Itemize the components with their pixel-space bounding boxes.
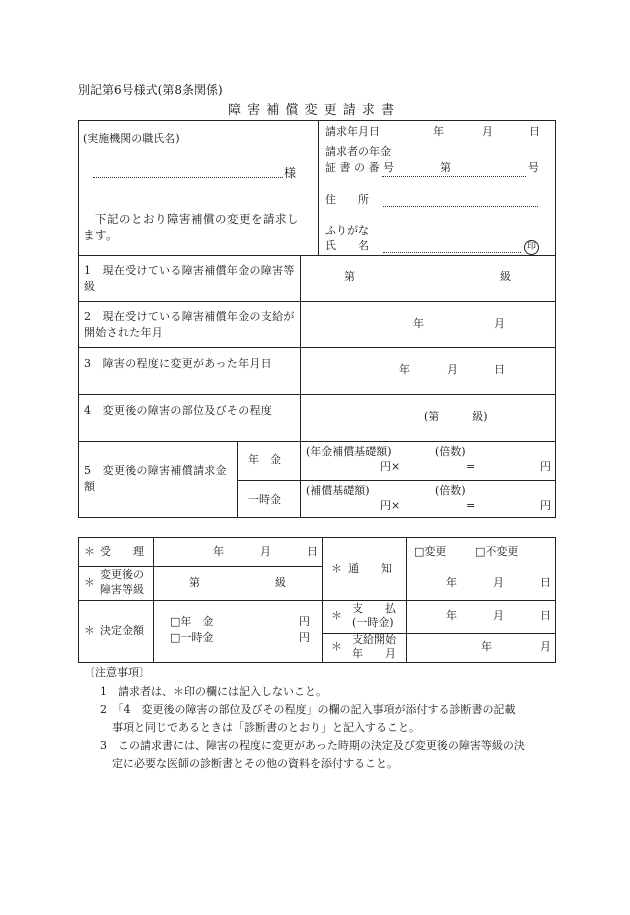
lump-times-label: (倍数)	[435, 484, 466, 497]
item3-label: 3 障害の程度に変更があった年月日	[84, 357, 272, 370]
start-star: ＊	[331, 640, 342, 653]
pension-yen: 円	[540, 460, 551, 473]
notice-year: 年	[446, 576, 457, 589]
name-label: 氏 名	[325, 239, 369, 252]
decision-lump-yen: 円	[299, 631, 310, 644]
decision-lump-checkbox[interactable]: □一時金	[170, 631, 214, 644]
item1-dai: 第	[344, 270, 355, 283]
item4-grade: (第 級)	[424, 410, 488, 423]
grade-star: ＊	[84, 576, 95, 589]
item2-label: 2 現在受けている障害補償年金の支給が開始された年月	[84, 310, 295, 339]
pension-times-label: (倍数)	[435, 445, 466, 458]
note-3-continued: 定に必要な医師の診断書とその他の資料を添付すること。	[112, 757, 398, 770]
pension-cert-gou: 号	[528, 161, 539, 174]
seal-mark: 印	[524, 240, 539, 255]
item3-month: 月	[447, 363, 458, 376]
payment-label: 支 払	[352, 602, 396, 615]
item5-lump-label: 一時金	[248, 493, 281, 506]
decision-star: ＊	[84, 624, 95, 637]
note-2: 2 「4 変更後の障害の部位及びその程度」の欄の記入事項が添付する診断書の記載	[100, 703, 516, 716]
note-3: 3 この請求書には、障害の程度に変更があった時期の決定及び変更後の障害等級の決	[100, 739, 525, 752]
furigana-label: ふりがな	[325, 224, 369, 237]
name-line[interactable]	[383, 252, 521, 253]
item2-year: 年	[413, 317, 424, 330]
notice-day: 日	[540, 576, 551, 589]
lump-base-label: (補償基礎額)	[306, 484, 370, 497]
receipt-day: 日	[307, 545, 318, 558]
notice-month: 月	[493, 576, 504, 589]
note-1: 1 請求者は、＊印の欄には記入しないこと。	[100, 685, 327, 698]
payment-star: ＊	[331, 609, 342, 622]
payment-start-label: 支給開始	[352, 633, 396, 646]
payment-month: 月	[493, 609, 504, 622]
notes-heading: 〔注意事項〕	[84, 666, 150, 679]
notice-star: ＊	[331, 562, 342, 575]
receipt-label: 受 理	[100, 545, 144, 558]
item5-label: 5 変更後の障害補償請求金額	[84, 464, 227, 493]
sama-label: 様	[284, 166, 297, 180]
item3-year: 年	[399, 363, 410, 376]
new-grade-kyu: 級	[275, 576, 286, 589]
item1-label: 1 現在受けている障害補償年金の障害等級	[84, 264, 295, 293]
item5-pension-label: 年 金	[248, 453, 281, 466]
pension-cert-number-line[interactable]	[382, 176, 526, 177]
institution-label: (実施機関の職氏名)	[83, 132, 180, 145]
item3-day: 日	[494, 363, 505, 376]
receipt-year: 年	[213, 545, 224, 558]
address-label: 住 所	[325, 193, 369, 206]
lump-yen-x: 円×	[380, 499, 401, 512]
new-grade-label-2: 障害等級	[100, 583, 144, 596]
pension-cert-label-2: 証 書 の 番 号	[325, 161, 394, 174]
receipt-month: 月	[260, 545, 271, 558]
item2-month: 月	[494, 317, 505, 330]
payment-label-2: (一時金)	[352, 616, 394, 629]
note-2-continued: 事項と同じであるときは「診断書のとおり」と記入すること。	[112, 721, 420, 734]
pension-yen-x: 円×	[380, 460, 401, 473]
not-changed-checkbox[interactable]: □不変更	[475, 545, 519, 558]
decision-pension-checkbox[interactable]: □年 金	[170, 615, 214, 628]
new-grade-dai: 第	[189, 576, 200, 589]
pension-base-label: (年金補償基礎額)	[306, 445, 392, 458]
pension-cert-label: 請求者の年金	[325, 145, 391, 158]
start-year: 年	[481, 640, 492, 653]
notice-label: 通 知	[348, 562, 392, 575]
start-month: 月	[540, 640, 551, 653]
pension-equals: =	[466, 460, 476, 473]
pension-cert-dai: 第	[440, 161, 451, 174]
request-date-label: 請求年月日	[325, 125, 380, 138]
payment-start-label-2: 年 月	[352, 647, 396, 660]
item4-label: 4 変更後の障害の部位及びその程度	[84, 404, 273, 417]
changed-checkbox[interactable]: □変更	[414, 545, 447, 558]
request-date-month: 月	[482, 125, 493, 138]
receipt-star: ＊	[84, 545, 95, 558]
form-code: 別記第6号様式(第8条関係)	[78, 83, 223, 97]
institution-name-line[interactable]	[93, 177, 283, 178]
decision-amount-label: 決定金額	[100, 624, 144, 637]
lump-equals: =	[466, 499, 476, 512]
item1-kyu: 級	[500, 270, 511, 283]
payment-day: 日	[540, 609, 551, 622]
address-line[interactable]	[383, 206, 538, 207]
new-grade-label: 変更後の	[100, 568, 144, 581]
page-title: 障 害 補 償 変 更 請 求 書	[228, 103, 396, 118]
request-date-year: 年	[433, 125, 444, 138]
request-date-day: 日	[529, 125, 540, 138]
lump-yen: 円	[540, 499, 551, 512]
request-statement: 下記のとおり障害補償の変更を請求します。	[83, 212, 299, 242]
decision-pension-yen: 円	[299, 615, 310, 628]
payment-year: 年	[446, 609, 457, 622]
